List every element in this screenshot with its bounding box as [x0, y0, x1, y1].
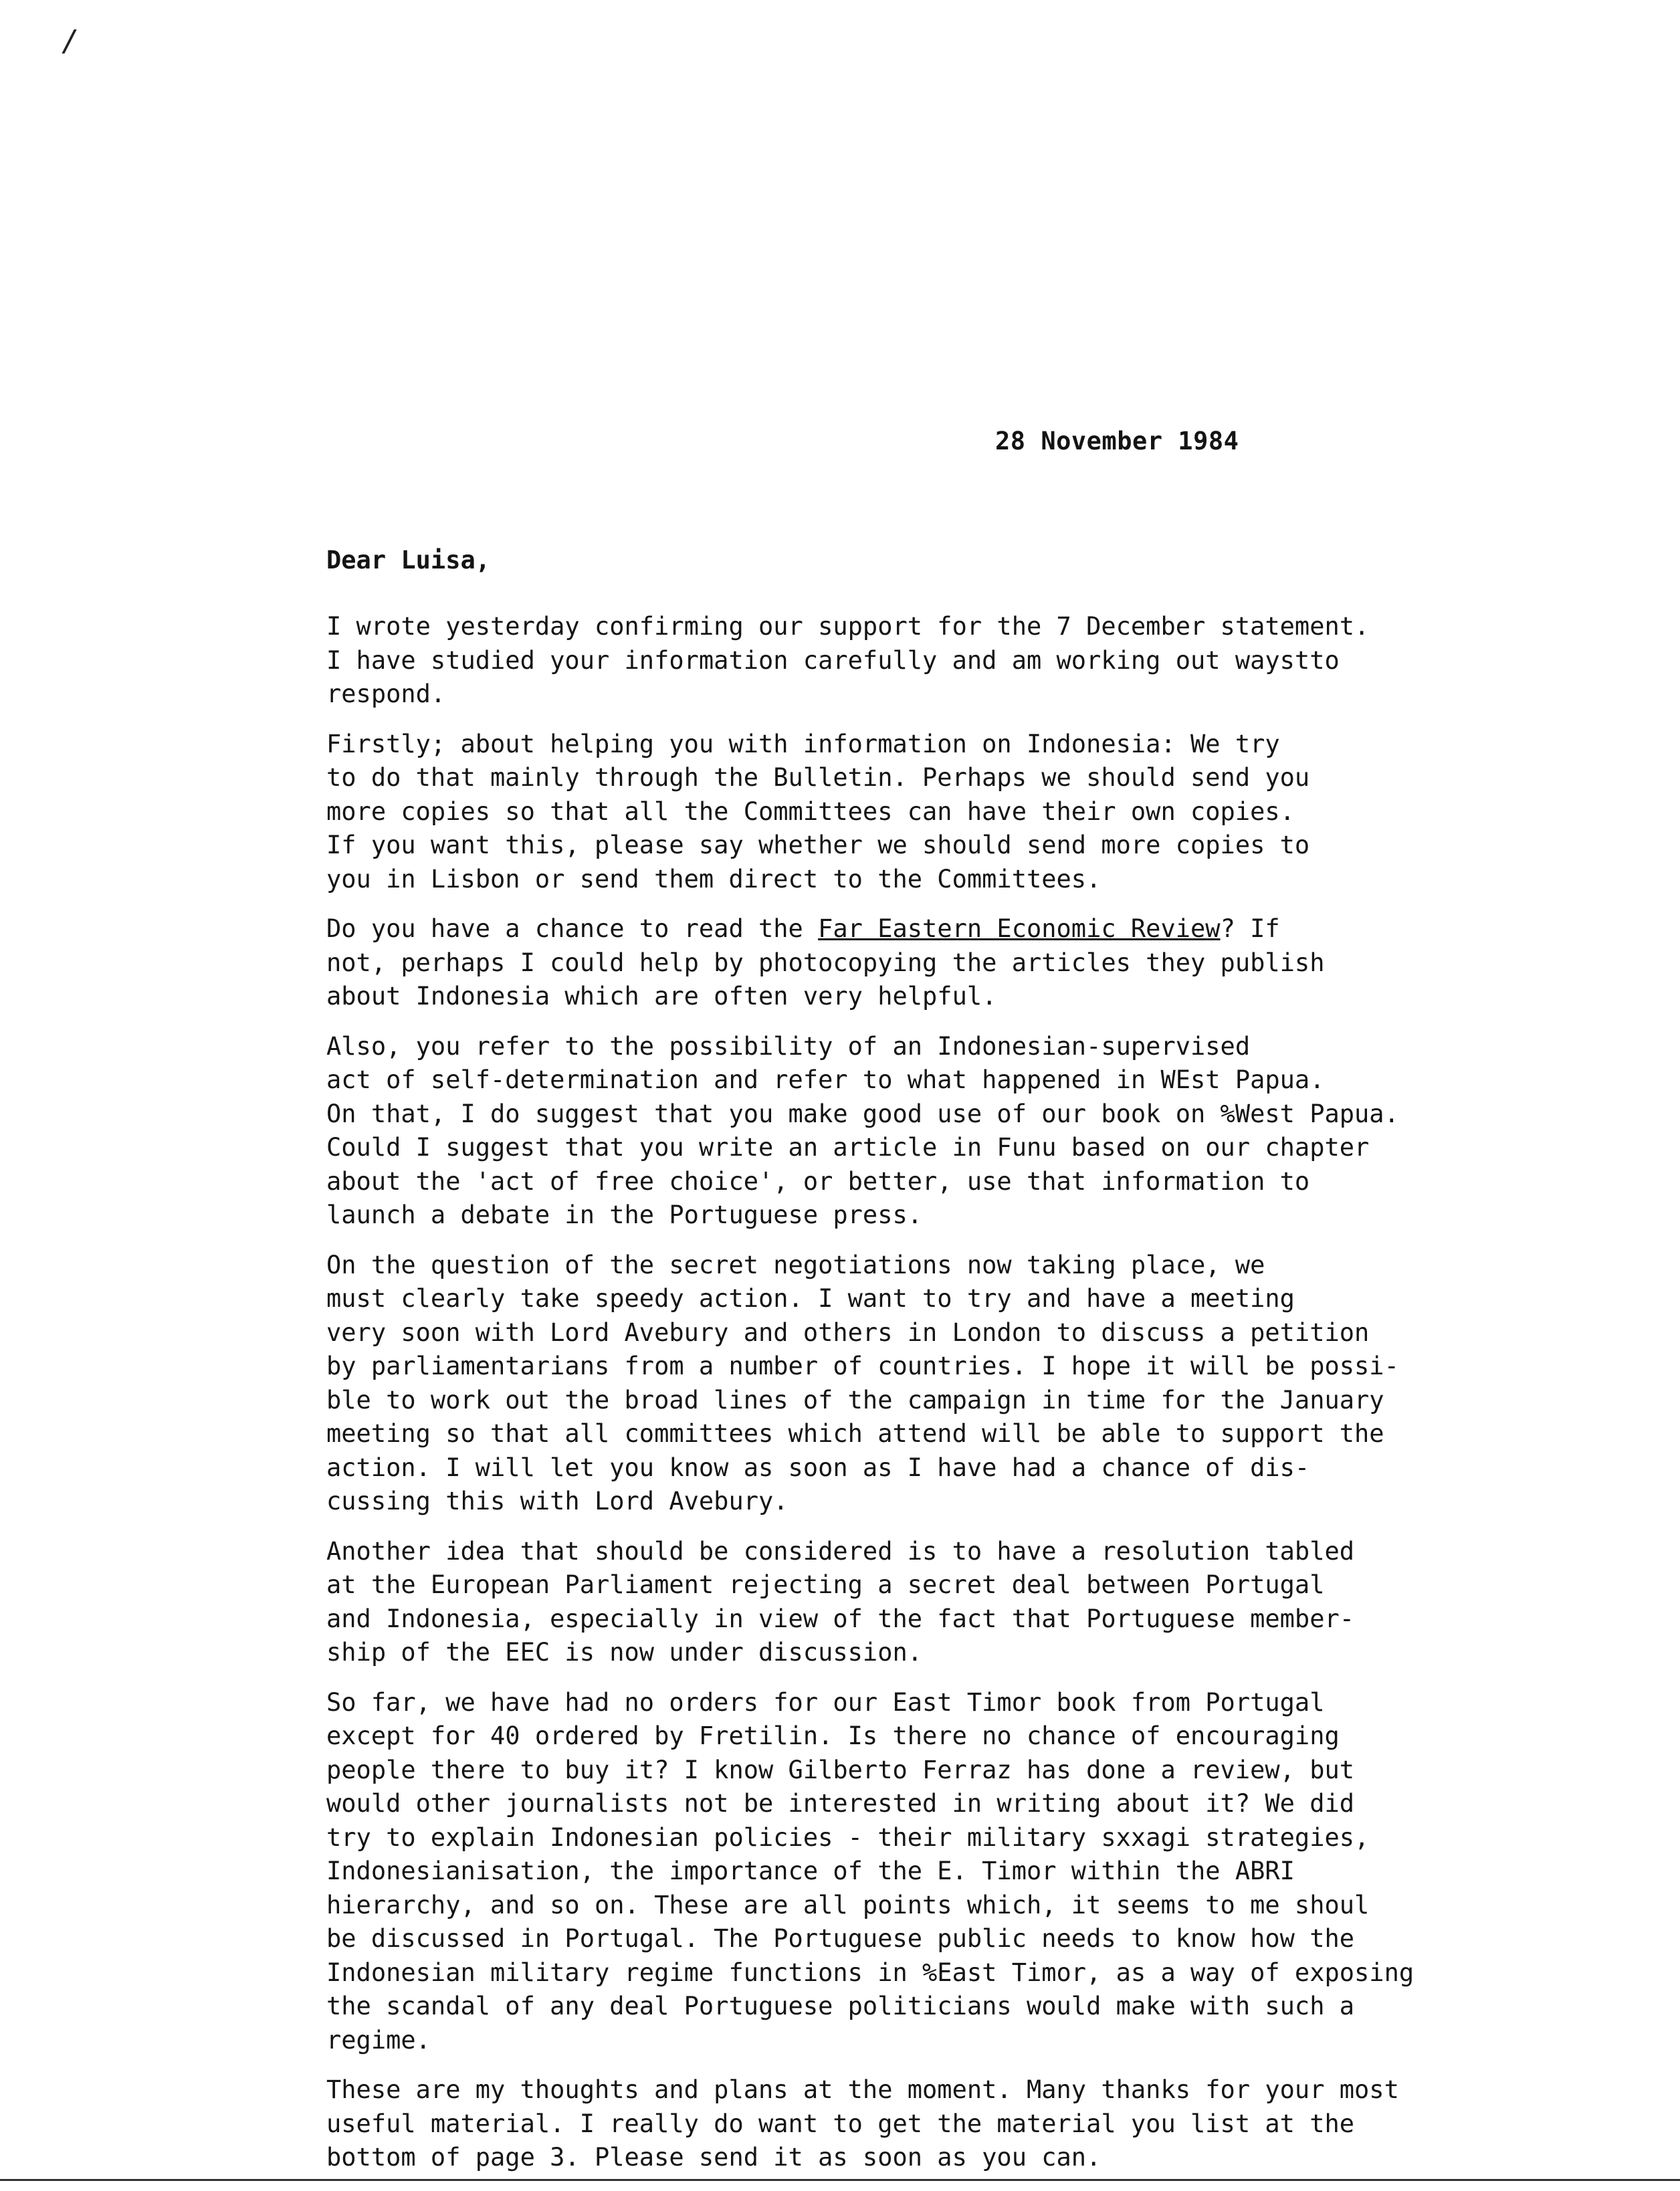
text-line: On the question of the secret negotiations now taking place, we	[326, 1250, 1265, 1279]
text-line: On that, I do suggest that you make good use of our book on %West Papua.	[326, 1099, 1399, 1128]
text-line: cussing this with Lord Avebury.	[326, 1487, 789, 1516]
paragraph-3	[326, 912, 1564, 1014]
text-line: Firstly; about helping you with information on Indonesia: We try	[326, 729, 1280, 758]
text-line: not, perhaps I could help by photocopying the articles they publish	[326, 948, 1325, 977]
page-bottom-edge	[0, 2179, 1680, 2181]
paragraph-4	[326, 1030, 1564, 1233]
text-line: be discussed in Portugal. The Portuguese public needs to know how the	[326, 1924, 1355, 1953]
text-line: If you want this, please say whether we should send more copies to	[326, 831, 1310, 859]
paragraph-8	[326, 2073, 1564, 2175]
text-line: respond.	[326, 680, 446, 708]
text-line: action. I will let you know as soon as I have had a chance of dis-	[326, 1453, 1310, 1482]
text-line: about Indonesia which are often very helpful.	[326, 982, 997, 1011]
text-line: Indonesian military regime functions in %East Timor, as a way of exposing	[326, 1958, 1414, 1987]
publication-title: Far Eastern Economic Review	[818, 914, 1221, 943]
letter-body	[326, 610, 1564, 2191]
text-line: to do that mainly through the Bulletin. Perhaps we should send you	[326, 763, 1310, 792]
text-line: and Indonesia, especially in view of the fact that Portuguese member-	[326, 1604, 1355, 1633]
text-line: try to explain Indonesian policies - their military sxxagi strategies,	[326, 1822, 1370, 1852]
text-line: people there to buy it? I know Gilberto Ferraz has done a review, but	[326, 1755, 1355, 1784]
text-line: would other journalists not be interested in writing about it? We did	[326, 1789, 1355, 1818]
text-line: very soon with Lord Avebury and others in London to discuss a petition	[326, 1318, 1370, 1347]
text-line: launch a debate in the Portuguese press.	[326, 1201, 923, 1229]
text-line: bottom of page 3. Please send it as soon as you can.	[326, 2143, 1101, 2172]
text-line: Also, you refer to the possibility of an Indonesian-supervised	[326, 1031, 1251, 1061]
text-line: I wrote yesterday confirming our support for the 7 December statement.	[326, 612, 1370, 641]
text-line: hierarchy, and so on. These are all points which, it seems to me shoul	[326, 1890, 1370, 1919]
text-line: meeting so that all committees which attend will be able to support the	[326, 1419, 1384, 1448]
paragraph-6	[326, 1535, 1564, 1670]
text-line: the scandal of any deal Portuguese politicians would make with such a	[326, 1992, 1355, 2020]
text-line: ship of the EEC is now under discussion.	[326, 1638, 923, 1667]
corner-mark: /	[62, 24, 80, 58]
text-line: must clearly take speedy action. I want to try and have a meeting	[326, 1284, 1295, 1313]
letter-date: 28 November 1984	[995, 427, 1239, 455]
text-line: by parliamentarians from a number of countries. I hope it will be possi-	[326, 1352, 1399, 1380]
paragraph-7	[326, 1686, 1564, 2058]
text-line: you in Lisbon or send them direct to the Committees.	[326, 864, 1101, 894]
text-fragment: Do you have a chance to read the	[326, 914, 819, 943]
text-line: Indonesianisation, the importance of the E. Timor within the ABRI	[326, 1857, 1295, 1885]
text-line: more copies so that all the Committees can have their own copies.	[326, 797, 1295, 826]
text-line: regime.	[326, 2025, 431, 2055]
salutation: Dear Luisa,	[326, 546, 491, 575]
text-line	[326, 912, 1564, 946]
text-line: I have studied your information carefully and am working out waystto	[326, 645, 1340, 675]
text-line: at the European Parliament rejecting a secret deal between Portugal	[326, 1570, 1325, 1599]
paragraph-2	[326, 728, 1564, 897]
paragraph-1	[326, 610, 1564, 712]
text-line: except for 40 ordered by Fretilin. Is there no chance of encouraging	[326, 1721, 1340, 1750]
text-line: useful material. I really do want to get the material you list at the	[326, 2109, 1355, 2138]
text-line: So far, we have had no orders for our East Timor book from Portugal	[326, 1687, 1325, 1717]
text-line: act of self-determination and refer to what happened in WEst Papua.	[326, 1065, 1325, 1094]
text-line: Could I suggest that you write an article in Funu based on our chapter	[326, 1133, 1370, 1162]
text-fragment: ? If	[1220, 914, 1280, 943]
text-line: ble to work out the broad lines of the campaign in time for the January	[326, 1385, 1384, 1415]
text-line: about the 'act of free choice', or better, use that information to	[326, 1166, 1310, 1196]
text-line: These are my thoughts and plans at the moment. Many thanks for your most	[326, 2075, 1399, 2104]
paragraph-5	[326, 1249, 1564, 1519]
text-line: Another idea that should be considered is to have a resolution tabled	[326, 1536, 1355, 1566]
